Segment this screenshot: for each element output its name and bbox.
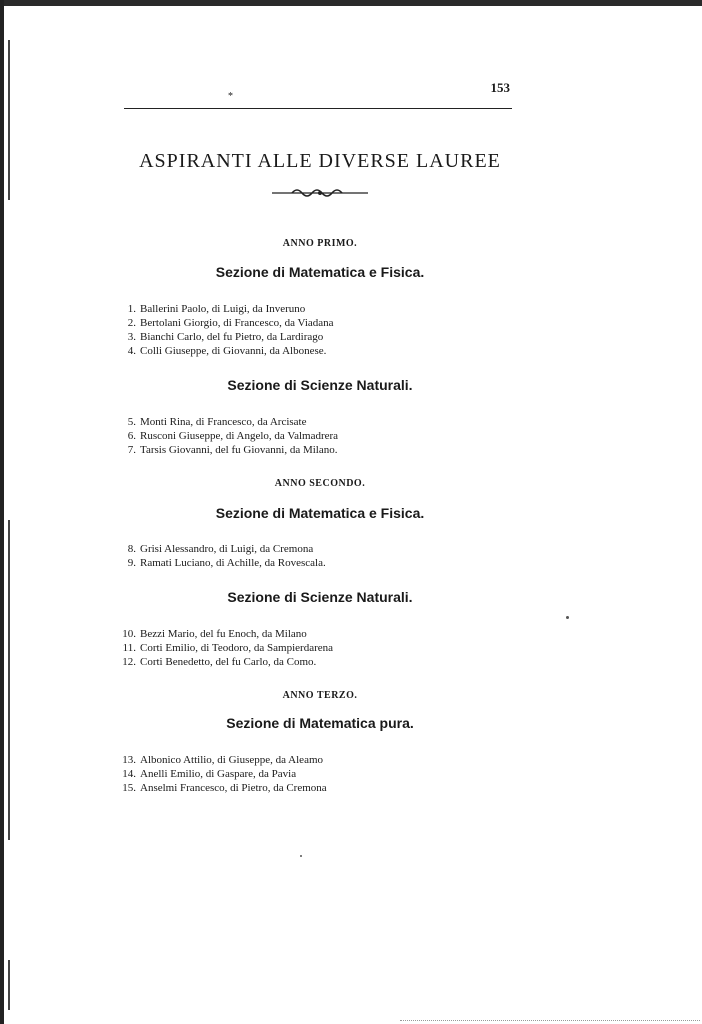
scan-edge-top <box>0 0 702 6</box>
list-item: 11. Corti Emilio, di Teodoro, da Sampierdarena <box>122 642 334 654</box>
page-number: 153 <box>490 80 510 95</box>
binding-mark <box>8 520 10 840</box>
list-item: 10. Bezzi Mario, del fu Enoch, da Milano <box>122 628 307 640</box>
list-item: 7. Tarsis Giovanni, del fu Giovanni, da Milano. <box>127 444 338 456</box>
section-heading: Sezione di Scienze Naturali. <box>227 589 413 605</box>
student-list <box>110 627 333 669</box>
list-item: 12. Corti Benedetto, del fu Carlo, da Como. <box>122 656 317 668</box>
year-heading: ANNO PRIMO. <box>282 238 358 249</box>
student-list <box>110 542 326 570</box>
section-heading: Sezione di Matematica pura. <box>226 715 414 731</box>
section-heading: Sezione di Matematica e Fisica. <box>215 264 425 280</box>
list-item: 4. Colli Giuseppe, di Giovanni, da Albonese. <box>127 345 327 357</box>
list-item: 1. Ballerini Paolo, di Luigi, da Inveruno <box>127 303 306 315</box>
student-list <box>110 415 338 457</box>
ornament-divider <box>270 185 370 201</box>
scan-edge-bottom <box>400 1020 700 1022</box>
year-heading: ANNO SECONDO. <box>274 478 366 489</box>
list-item: 13. Albonico Attilio, di Giuseppe, da Aleamo <box>122 754 324 766</box>
scan-speck <box>300 855 302 857</box>
list-item: 6. Rusconi Giuseppe, di Angelo, da Valmadrera <box>127 430 339 442</box>
list-item: 14. Anelli Emilio, di Gaspare, da Pavia <box>122 768 297 780</box>
running-head-mark: * <box>228 91 233 102</box>
scan-speck <box>566 616 569 619</box>
list-item: 3. Bianchi Carlo, del fu Pietro, da Lardirago <box>127 331 324 343</box>
binding-mark <box>8 40 10 200</box>
year-heading: ANNO TERZO. <box>282 690 358 701</box>
binding-mark <box>8 960 10 1010</box>
scan-edge-left <box>0 0 4 1024</box>
list-item: 2. Bertolani Giorgio, di Francesco, da Viadana <box>127 317 334 329</box>
student-list <box>110 753 327 795</box>
list-item: 8. Grisi Alessandro, di Luigi, da Cremona <box>127 543 314 555</box>
list-item: 15. Anselmi Francesco, di Pietro, da Cremona <box>122 782 327 794</box>
page-title: ASPIRANTI ALLE DIVERSE LAUREE <box>139 150 501 172</box>
section-heading: Sezione di Scienze Naturali. <box>227 377 413 393</box>
student-list <box>110 302 334 358</box>
header-rule <box>124 108 512 109</box>
list-item: 9. Ramati Luciano, di Achille, da Rovescala. <box>127 557 326 569</box>
list-item: 5. Monti Rina, di Francesco, da Arcisate <box>127 416 307 428</box>
section-heading: Sezione di Matematica e Fisica. <box>215 505 425 521</box>
